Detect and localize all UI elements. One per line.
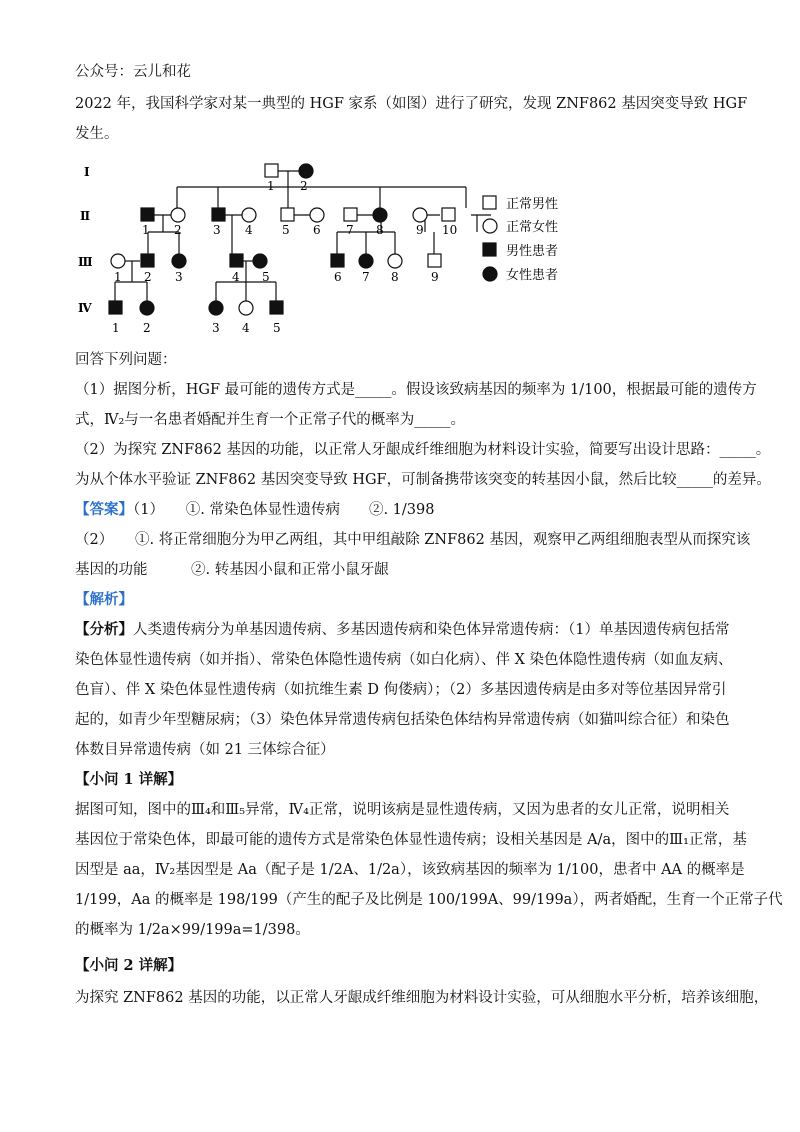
- pedigree-affected-female: [299, 164, 313, 178]
- pedigree-normal-male: [265, 164, 278, 177]
- pedigree-affected-male: [270, 301, 283, 314]
- answer-tag: 【答案】: [75, 501, 133, 518]
- id-label: 1: [267, 179, 275, 193]
- sub1-line-1: 据图可知，图中的Ⅲ₄和Ⅲ₅异常，Ⅳ₄正常，说明该病是显性遗传病，又因为患者的女儿正常，说明相关: [75, 802, 730, 818]
- pedigree-legend: [483, 196, 558, 283]
- sub2-line-1: 为探究 ZNF862 基因的功能，以正常人牙龈成纤维细胞为材料设计实验，可从细胞水平分析，培养该细胞，: [75, 990, 769, 1006]
- id-label: 6: [334, 270, 342, 284]
- answer-line-1: [75, 500, 434, 520]
- pedigree-affected-female: [359, 254, 373, 268]
- analysis-line-1: [75, 620, 729, 640]
- id-label: 10: [442, 223, 458, 237]
- id-label: 2: [300, 179, 308, 193]
- pedigree-affected-male: [230, 254, 243, 267]
- pedigree-affected-female: [209, 301, 223, 315]
- gen-label-1: Ⅰ: [84, 165, 90, 179]
- pedigree-normal-male: [428, 254, 441, 267]
- id-label: 2: [174, 223, 182, 237]
- pedigree-affected-female: [140, 301, 154, 315]
- pedigree-affected-female: [172, 254, 186, 268]
- pedigree-affected-female: [253, 254, 267, 268]
- legend-label: 男性患者: [506, 244, 559, 259]
- id-label: 5: [282, 223, 290, 237]
- pedigree-normal-female: [242, 208, 256, 222]
- pedigree-normal-female: [111, 254, 125, 268]
- gen-label-2: Ⅱ: [80, 209, 91, 223]
- analysis-line-3: 色盲）、伴 X 染色体显性遗传病（如抗维生素 D 佝偻病）；（2）多基因遗传病是由多对等位基因异常引: [75, 682, 727, 698]
- id-label: 6: [313, 223, 321, 237]
- question-1-line-2: 式，Ⅳ₂与一名患者婚配并生育一个正常子代的概率为_____。: [75, 412, 466, 428]
- id-label: 2: [144, 270, 152, 284]
- legend-affected-male-icon: [483, 243, 496, 256]
- pedigree-normal-male: [344, 208, 357, 221]
- id-label: 7: [346, 223, 354, 237]
- fenxi-tag: 【分析】: [75, 621, 133, 638]
- id-label: 1: [114, 270, 122, 284]
- analysis-line-5: 体数目异常遗传病（如 21 三体综合征）: [75, 742, 335, 758]
- legend-label: 正常男性: [506, 197, 559, 212]
- analysis-tag: 【解析】: [75, 591, 133, 608]
- intro-line-1: 2022 年，我国科学家对某一典型的 HGF 家系（如图）进行了研究，发现 ZNF862 基因突变导致 HGF: [75, 96, 748, 112]
- pedigree-normal-female: [413, 208, 427, 222]
- sub1-line-4: 1/199，Aa 的概率是 198/199（产生的配子及比例是 100/199A、99/199a），两者婚配，生育一个正常子代: [75, 892, 783, 908]
- answer-line-2: （2） ①. 将正常细胞分为甲乙两组，其中甲组敲除 ZNF862 基因，观察甲乙两组细胞表型从而探究该: [75, 532, 751, 548]
- pedigree-normal-female: [310, 208, 324, 222]
- intro-line-2: 发生。: [75, 126, 119, 142]
- sub1-line-2: 基因位于常染色体，即最可能的遗传方式是常染色体显性遗传病；设相关基因是 A/a，图中的Ⅲ₁正常，基: [75, 832, 747, 848]
- question-2-line-2: 为从个体水平验证 ZNF862 基因突变导致 HGF，可制备携带该突变的转基因小鼠，然后比较_____的差异。: [75, 472, 771, 488]
- pedigree-affected-male: [141, 254, 154, 267]
- id-label: 9: [431, 270, 439, 284]
- id-label: 5: [273, 321, 281, 335]
- header-text: 公众号：云儿和花: [75, 64, 191, 80]
- pedigree-affected-male: [109, 301, 122, 314]
- id-label: 4: [242, 321, 250, 335]
- sub1-line-5: 的概率为 1/2a×99/199a=1/398。: [75, 922, 310, 938]
- legend-affected-female-icon: [483, 267, 497, 281]
- id-label: 1: [112, 321, 120, 335]
- id-label: 3: [213, 223, 221, 237]
- id-label: 4: [245, 223, 253, 237]
- pedigree-normal-male: [281, 208, 294, 221]
- sub-question-2-tag: 【小问 2 详解】: [75, 957, 183, 974]
- answer-part-1: （1） ①. 常染色体显性遗传病 ②. 1/398: [133, 502, 435, 518]
- pedigree-affected-male: [212, 208, 225, 221]
- gen-label-3: Ⅲ: [78, 255, 93, 269]
- id-label: 3: [212, 321, 220, 335]
- id-label: 1: [142, 223, 150, 237]
- pedigree-normal-female: [388, 254, 402, 268]
- question-2-line-1: （2）为探究 ZNF862 基因的功能，以正常人牙龈成纤维细胞为材料设计实验，简要写出设计思路：_____。: [75, 442, 771, 458]
- pedigree-affected-male: [331, 254, 344, 267]
- legend-label: 女性患者: [506, 268, 559, 283]
- id-label: 7: [362, 270, 370, 284]
- id-label: 2: [143, 321, 151, 335]
- question-1-line-1: （1）据图分析，HGF 最可能的遗传方式是_____。假设该致病基因的频率为 1/100，根据最可能的遗传方: [75, 382, 757, 398]
- sub1-line-3: 因型是 aa，Ⅳ₂基因型是 Aa（配子是 1/2A、1/2a），该致病基因的频率为 1/100，患者中 AA 的概率是: [75, 862, 745, 878]
- id-label: 4: [232, 270, 240, 284]
- answer-line-3: 基因的功能 ②. 转基因小鼠和正常小鼠牙龈: [75, 562, 389, 578]
- sub-question-1-tag: 【小问 1 详解】: [75, 771, 183, 788]
- analysis-line-2: 染色体显性遗传病（如并指）、常染色体隐性遗传病（如白化病）、伴 X 染色体隐性遗传病（如血友病、: [75, 652, 733, 668]
- pedigree-normal-female: [239, 301, 253, 315]
- analysis-line-4: 起的，如青少年型糖尿病；（3）染色体异常遗传病包括染色体结构异常遗传病（如猫叫综合征）和染色: [75, 712, 730, 728]
- questions-prompt: 回答下列问题：: [75, 352, 177, 368]
- pedigree-affected-male: [141, 208, 154, 221]
- pedigree-normal-female: [171, 208, 185, 222]
- legend-normal-female-icon: [483, 219, 497, 233]
- id-label: 8: [391, 270, 399, 284]
- pedigree-chart: [70, 150, 590, 340]
- id-label: 8: [376, 223, 384, 237]
- id-label: 5: [262, 270, 270, 284]
- gen-label-4: Ⅳ: [78, 301, 92, 315]
- pedigree-affected-female: [373, 208, 387, 222]
- id-label: 3: [175, 270, 183, 284]
- legend-label: 正常女性: [506, 220, 559, 235]
- fenxi-text: 人类遗传病分为单基因遗传病、多基因遗传病和染色体异常遗传病：（1）单基因遗传病包括常: [133, 622, 730, 638]
- pedigree-normal-male: [442, 208, 455, 221]
- legend-normal-male-icon: [483, 196, 496, 209]
- id-label: 9: [416, 223, 424, 237]
